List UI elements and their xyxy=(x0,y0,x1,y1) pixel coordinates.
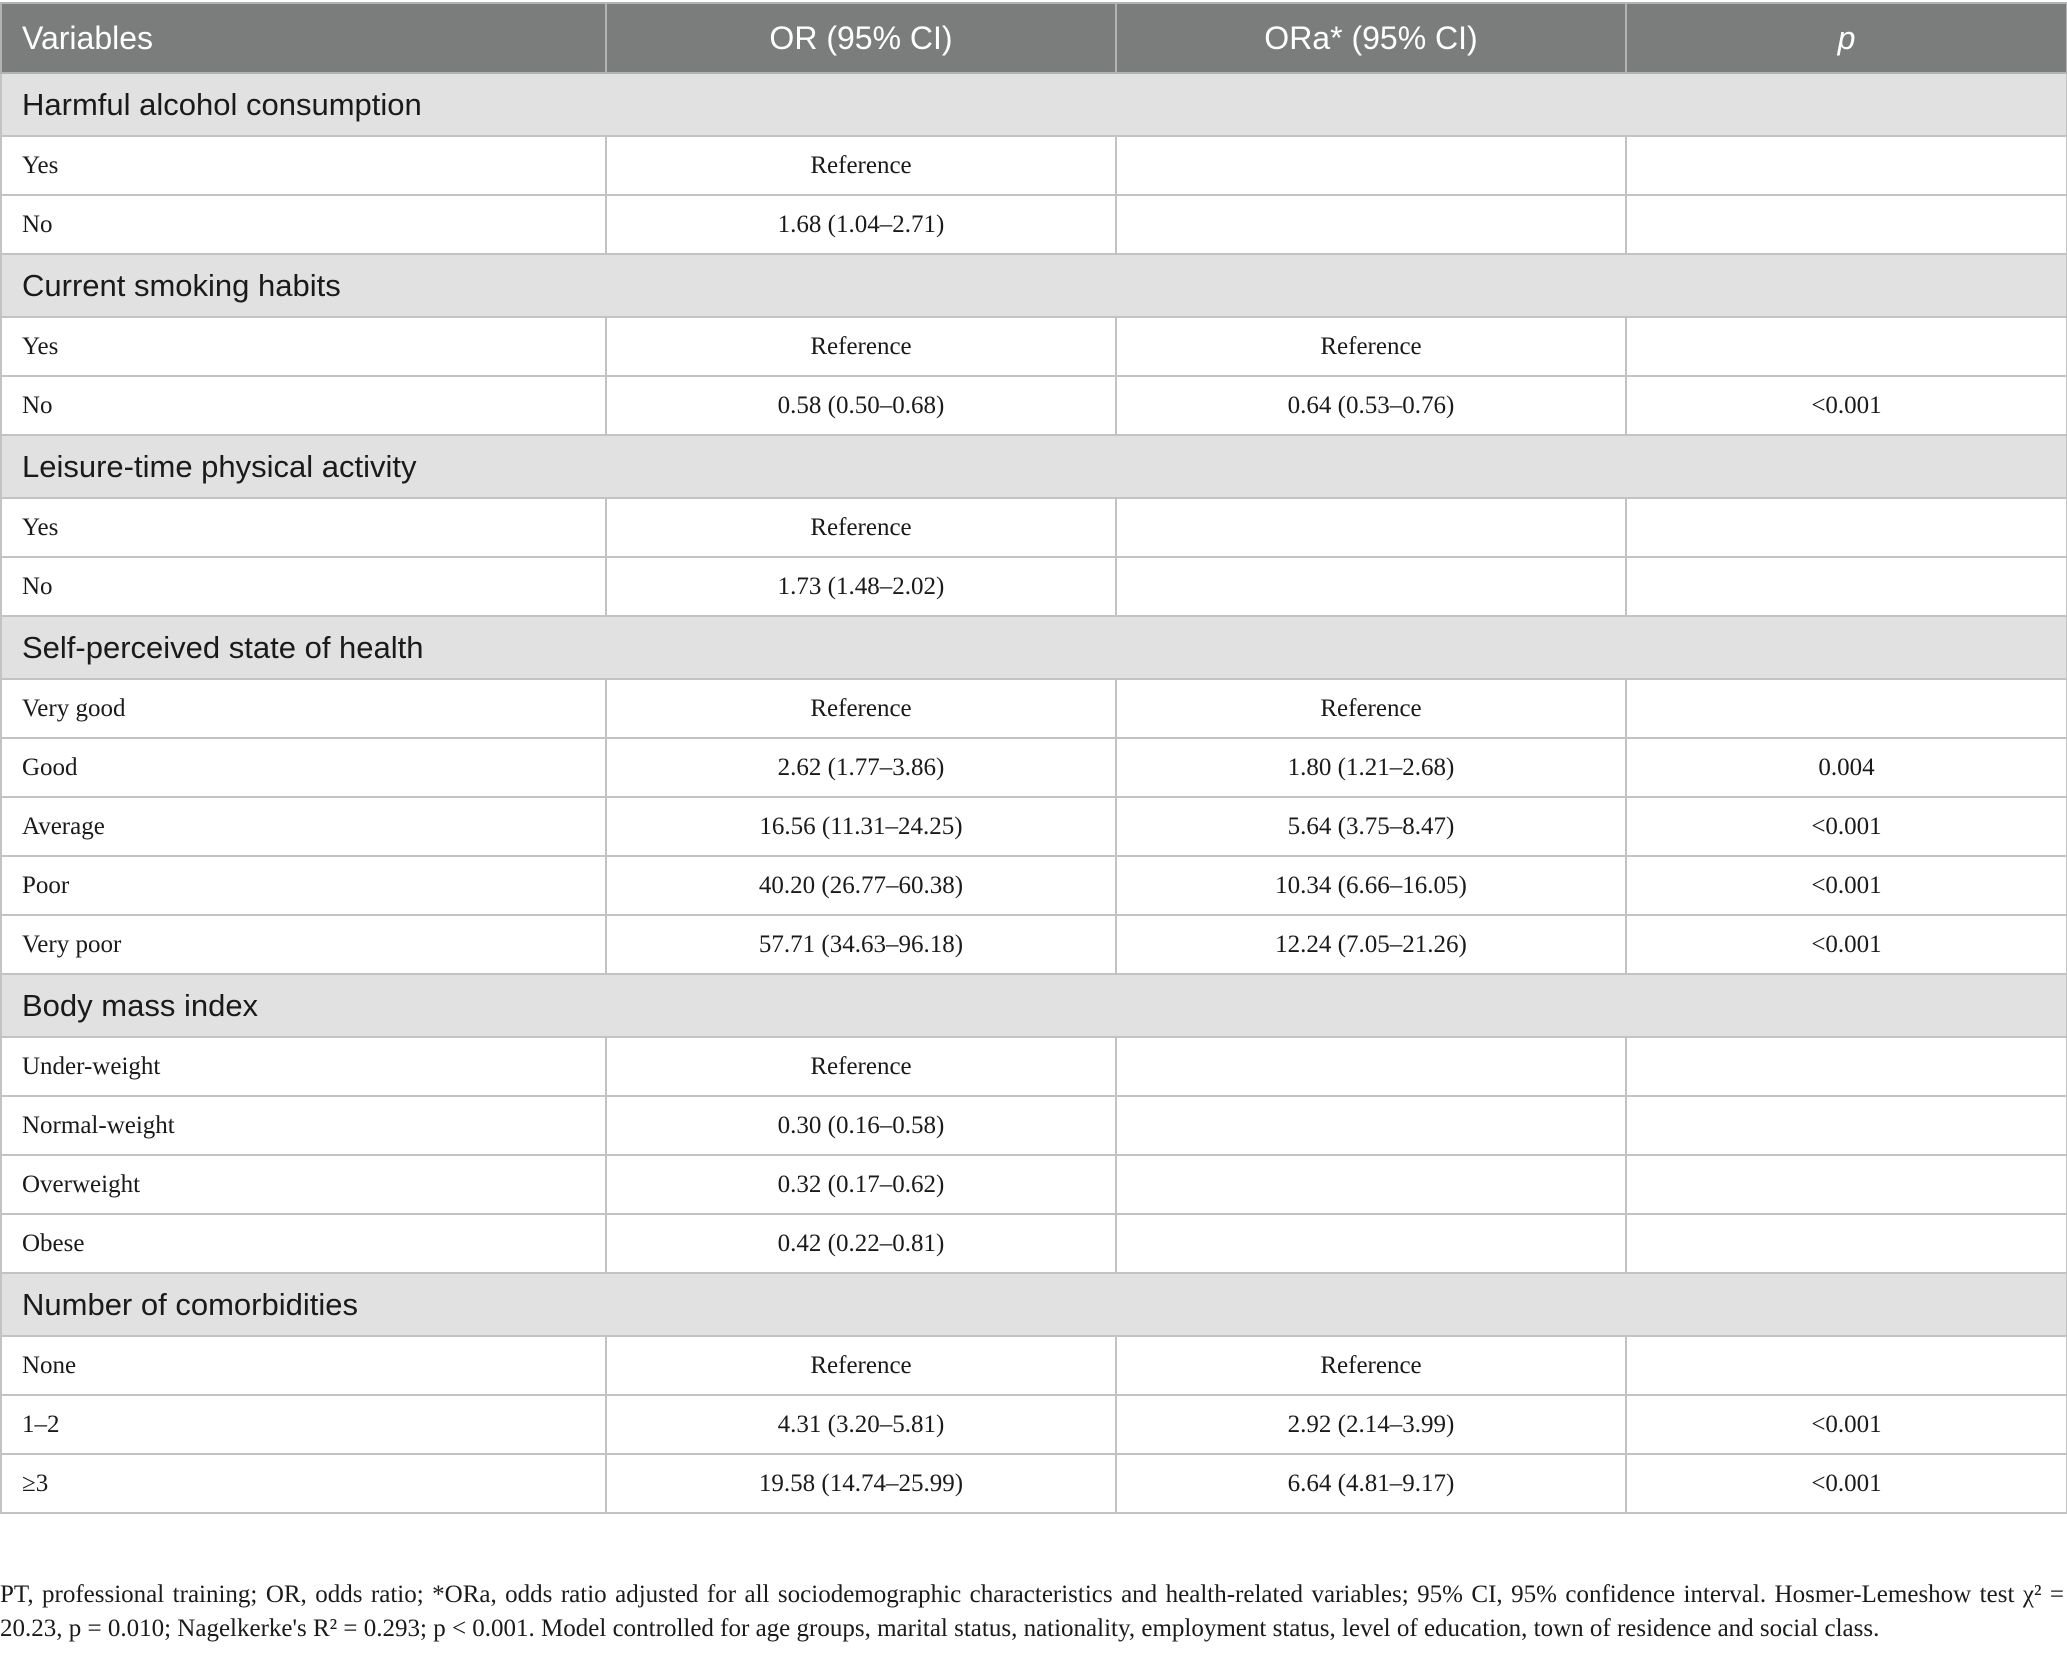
ora-cell: 12.24 (7.05–21.26) xyxy=(1116,915,1626,974)
section-header-row xyxy=(1,435,2067,498)
row-label: Average xyxy=(1,797,606,856)
ora-cell xyxy=(1116,1214,1626,1273)
header-row xyxy=(1,3,2067,73)
table-row xyxy=(1,915,2067,974)
p-value-cell xyxy=(1626,195,2067,254)
ora-cell: 1.80 (1.21–2.68) xyxy=(1116,738,1626,797)
table-row xyxy=(1,498,2067,557)
row-label: Overweight xyxy=(1,1155,606,1214)
header-variables: Variables xyxy=(1,3,606,73)
table-row xyxy=(1,856,2067,915)
or-cell: 57.71 (34.63–96.18) xyxy=(606,915,1116,974)
table-footnote: PT, professional training; OR, odds ratio; *ORa, odds ratio adjusted for all sociodemographic characteristics and health-related variables; 95% CI, 95% confidence interval. Hosmer-Lemeshow test χ² = 20.23, p = 0.010; Nagelkerke's R² = 0.293; p < 0.001. Model controlled for age groups, marital status, nationality, employment status, level of education, town of residence and social class. xyxy=(0,1581,2064,1642)
p-value-cell: <0.001 xyxy=(1626,1454,2067,1513)
section-title: Leisure-time physical activity xyxy=(1,435,2067,498)
p-value-cell: <0.001 xyxy=(1626,1395,2067,1454)
table-row xyxy=(1,1096,2067,1155)
p-value-cell: <0.001 xyxy=(1626,797,2067,856)
header-p: p xyxy=(1626,3,2067,73)
header-ora: ORa* (95% CI) xyxy=(1116,3,1626,73)
or-cell: 2.62 (1.77–3.86) xyxy=(606,738,1116,797)
or-cell: 0.42 (0.22–0.81) xyxy=(606,1214,1116,1273)
or-cell: 40.20 (26.77–60.38) xyxy=(606,856,1116,915)
row-label: No xyxy=(1,557,606,616)
table-row xyxy=(1,1214,2067,1273)
or-cell: 0.58 (0.50–0.68) xyxy=(606,376,1116,435)
p-value-cell xyxy=(1626,317,2067,376)
section-title: Current smoking habits xyxy=(1,254,2067,317)
or-cell: Reference xyxy=(606,317,1116,376)
or-cell: 16.56 (11.31–24.25) xyxy=(606,797,1116,856)
table-row xyxy=(1,136,2067,195)
p-value-cell xyxy=(1626,136,2067,195)
table-row xyxy=(1,1395,2067,1454)
p-value-cell: <0.001 xyxy=(1626,856,2067,915)
row-label: No xyxy=(1,195,606,254)
row-label: No xyxy=(1,376,606,435)
p-value-cell xyxy=(1626,1155,2067,1214)
ora-cell: 0.64 (0.53–0.76) xyxy=(1116,376,1626,435)
row-label: None xyxy=(1,1336,606,1395)
ora-cell: 10.34 (6.66–16.05) xyxy=(1116,856,1626,915)
or-cell: Reference xyxy=(606,498,1116,557)
ora-cell xyxy=(1116,1096,1626,1155)
results-table xyxy=(0,2,2067,1514)
header-or: OR (95% CI) xyxy=(606,3,1116,73)
row-label: Normal-weight xyxy=(1,1096,606,1155)
section-header-row xyxy=(1,616,2067,679)
row-label: Very good xyxy=(1,679,606,738)
section-title: Self-perceived state of health xyxy=(1,616,2067,679)
row-label: Yes xyxy=(1,498,606,557)
p-value-cell xyxy=(1626,1037,2067,1096)
or-cell: 0.32 (0.17–0.62) xyxy=(606,1155,1116,1214)
p-value-cell xyxy=(1626,1336,2067,1395)
ora-cell: 5.64 (3.75–8.47) xyxy=(1116,797,1626,856)
table-row xyxy=(1,1037,2067,1096)
table-row xyxy=(1,679,2067,738)
ora-cell xyxy=(1116,1037,1626,1096)
or-cell: Reference xyxy=(606,679,1116,738)
section-title: Body mass index xyxy=(1,974,2067,1037)
section-header-row xyxy=(1,254,2067,317)
p-value-cell: <0.001 xyxy=(1626,915,2067,974)
section-header-row xyxy=(1,1273,2067,1336)
ora-cell: Reference xyxy=(1116,1336,1626,1395)
table-row xyxy=(1,1454,2067,1513)
or-cell: 19.58 (14.74–25.99) xyxy=(606,1454,1116,1513)
ora-cell xyxy=(1116,136,1626,195)
ora-cell xyxy=(1116,498,1626,557)
p-value-cell: <0.001 xyxy=(1626,376,2067,435)
row-label: Very poor xyxy=(1,915,606,974)
p-value-cell xyxy=(1626,498,2067,557)
table-row xyxy=(1,738,2067,797)
table-row xyxy=(1,1336,2067,1395)
row-label: ≥3 xyxy=(1,1454,606,1513)
row-label: Under-weight xyxy=(1,1037,606,1096)
table-header xyxy=(1,3,2067,73)
ora-cell: Reference xyxy=(1116,317,1626,376)
row-label: Poor xyxy=(1,856,606,915)
or-cell: 0.30 (0.16–0.58) xyxy=(606,1096,1116,1155)
table-body xyxy=(1,73,2067,1513)
section-header-row xyxy=(1,974,2067,1037)
ora-cell: 6.64 (4.81–9.17) xyxy=(1116,1454,1626,1513)
row-label: Good xyxy=(1,738,606,797)
row-label: 1–2 xyxy=(1,1395,606,1454)
table-row xyxy=(1,317,2067,376)
p-value-cell: 0.004 xyxy=(1626,738,2067,797)
p-value-cell xyxy=(1626,679,2067,738)
row-label: Obese xyxy=(1,1214,606,1273)
p-value-cell xyxy=(1626,1214,2067,1273)
or-cell: 4.31 (3.20–5.81) xyxy=(606,1395,1116,1454)
or-cell: Reference xyxy=(606,1037,1116,1096)
section-header-row xyxy=(1,73,2067,136)
or-cell: 1.73 (1.48–2.02) xyxy=(606,557,1116,616)
table-row xyxy=(1,195,2067,254)
ora-cell: Reference xyxy=(1116,679,1626,738)
table-row xyxy=(1,1155,2067,1214)
row-label: Yes xyxy=(1,317,606,376)
p-value-cell xyxy=(1626,557,2067,616)
table-row xyxy=(1,376,2067,435)
ora-cell xyxy=(1116,557,1626,616)
or-cell: Reference xyxy=(606,1336,1116,1395)
section-title: Number of comorbidities xyxy=(1,1273,2067,1336)
ora-cell xyxy=(1116,1155,1626,1214)
table-row xyxy=(1,557,2067,616)
or-cell: Reference xyxy=(606,136,1116,195)
table-row xyxy=(1,797,2067,856)
or-cell: 1.68 (1.04–2.71) xyxy=(606,195,1116,254)
row-label: Yes xyxy=(1,136,606,195)
section-title: Harmful alcohol consumption xyxy=(1,73,2067,136)
ora-cell: 2.92 (2.14–3.99) xyxy=(1116,1395,1626,1454)
p-value-cell xyxy=(1626,1096,2067,1155)
ora-cell xyxy=(1116,195,1626,254)
